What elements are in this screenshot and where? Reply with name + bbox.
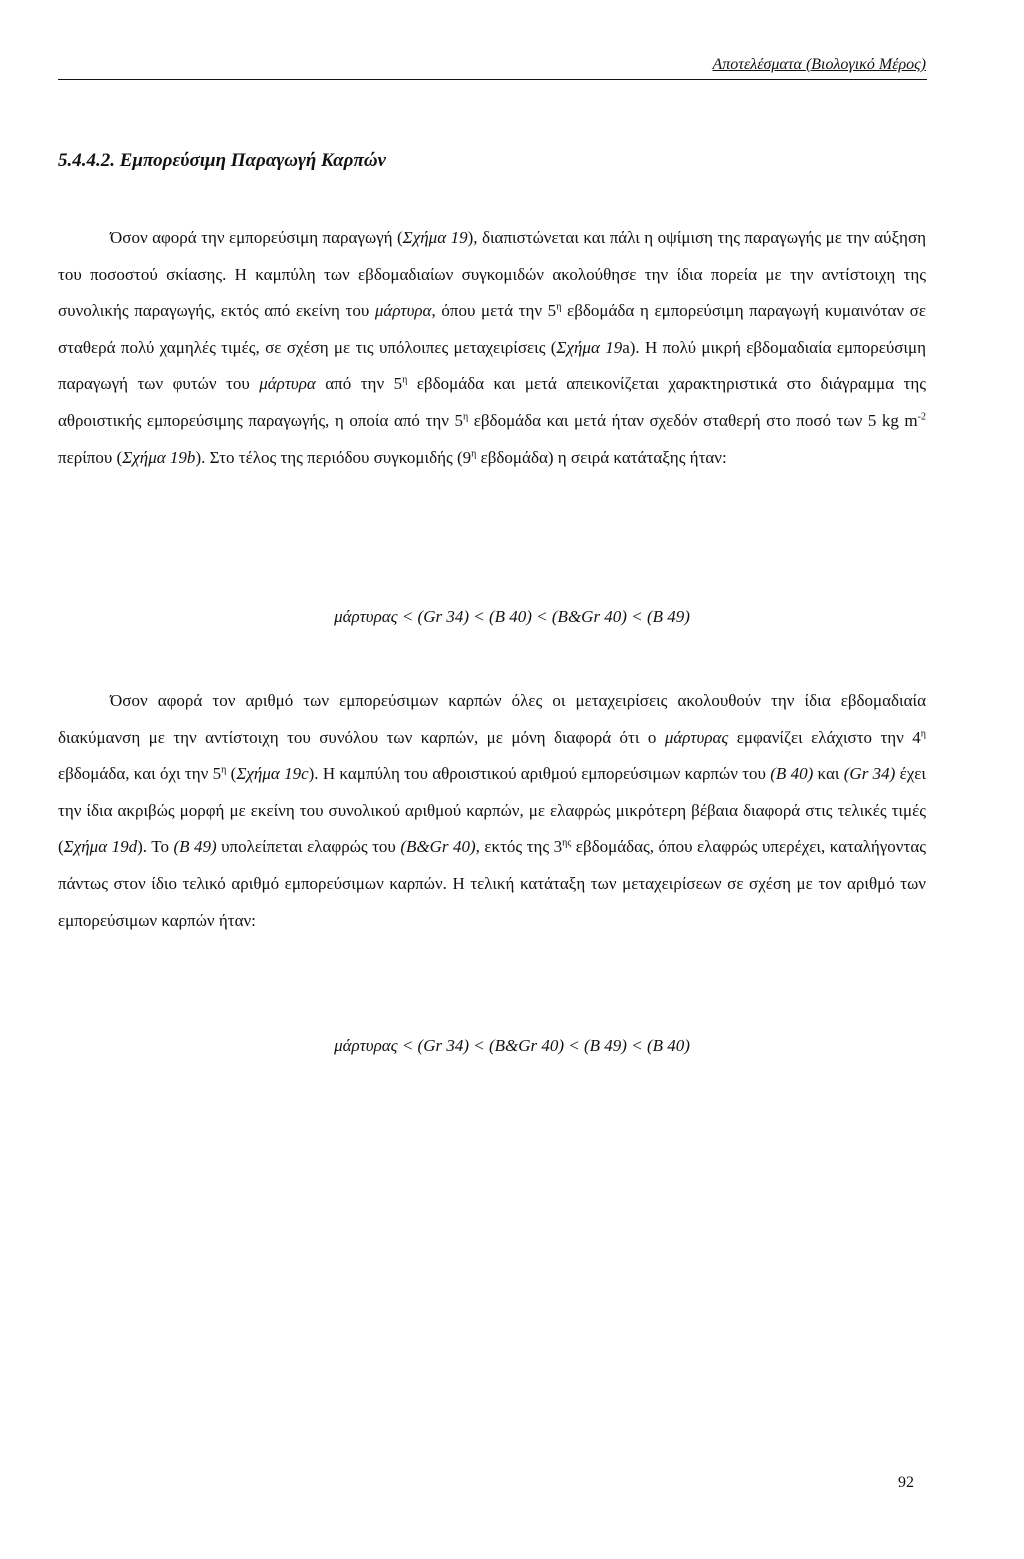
text-run: εβδομάδα η εμπορεύσιμη παραγωγή κυμαινόταν σε σταθερά πολύ χαμηλές τιμές, σε σχέση με τις υπόλοιπες μεταχειρίσεις ( xyxy=(58,301,926,357)
header-rule xyxy=(58,79,927,80)
ordinal-superscript: η xyxy=(221,764,227,776)
figure-reference: Σχήμα 19b xyxy=(122,447,196,467)
paragraph-commercial-yield xyxy=(58,220,926,476)
text-run: εβδομάδα και μετά ήταν σχεδόν σταθερή στο ποσό των 5 kg m xyxy=(468,410,918,430)
control-term: μάρτυρα xyxy=(374,301,432,321)
text-run: Όσον αφορά την εμπορεύσιμη παραγωγή ( xyxy=(110,228,403,247)
ordinal-superscript: η xyxy=(471,447,477,459)
text-run: έχει την ίδια ακριβώς μορφή με εκείνη του συνολικού αριθμού καρπών, με ελαφρώς μικρότερη βέβαια διαφορά στις τελικές τιμές ( xyxy=(58,764,926,857)
treatment-term: (B&Gr 40) xyxy=(400,837,476,857)
ordinal-superscript: η xyxy=(462,411,469,423)
text-run: , όπου μετά την 5 xyxy=(431,301,557,321)
ranking-commercial-fruit-number: μάρτυρας < (Gr 34) < (B&Gr 40) < (B 49) < (B 40) xyxy=(334,1036,690,1055)
treatment-term: (B 40) xyxy=(770,764,814,784)
ordinal-superscript: ης xyxy=(562,837,572,849)
ordinal-superscript: η xyxy=(556,301,562,313)
text-run: a). Η πολύ μικρή εβδομαδιαία εμπορεύσιμη παραγωγή των φυτών του xyxy=(58,337,926,394)
text-run: ). Το xyxy=(137,837,174,857)
treatment-term: (Gr 34) xyxy=(843,764,896,784)
text-run: εβδομάδα και μετά απεικονίζεται χαρακτηριστικά στο διάγραμμα της αθροιστικής εμπορεύσιμης παραγωγής, η οποία από την 5 xyxy=(58,374,926,430)
text-run: από την 5 xyxy=(315,374,403,394)
running-header: Αποτελέσματα (Βιολογικό Μέρος) xyxy=(712,56,926,73)
treatment-term: (B 49) xyxy=(173,837,217,857)
figure-reference: Σχήμα 19c xyxy=(236,764,309,784)
text-run: εμφανίζει ελάχιστο την 4 xyxy=(728,727,921,747)
text-run: ), διαπιστώνεται και πάλι η οψίμιση της παραγωγής με την αύξηση του ποσοστού σκίασης. Η καμπύλη των εβδομαδιαίων συγκομιδών ακολούθησε την ίδια πορεία με την αντίστοιχη της συνολικής παραγωγής, εκτός από εκείνη του xyxy=(58,228,926,321)
ranking-commercial-yield: μάρτυρας < (Gr 34) < (B 40) < (B&Gr 40) < (B 49) xyxy=(334,607,690,626)
text-run: υπολείπεται ελαφρώς του xyxy=(216,837,401,857)
text-run: ). Η καμπύλη του αθροιστικού αριθμού εμπορεύσιμων καρπών του xyxy=(308,764,771,784)
text-run: Όσον αφορά τον αριθμό των εμπορεύσιμων καρπών όλες οι μεταχειρίσεις ακολουθούν την ίδια εβδομαδιαία διακύμανση με την αντίστοιχη του συνόλου των καρπών, με μόνη διαφορά ότι ο xyxy=(58,691,926,747)
text-run: ). Στο τέλος της περιόδου συγκομιδής (9 xyxy=(195,447,472,467)
page-number: 92 xyxy=(898,1474,914,1491)
section-heading: 5.4.4.2. Εμπορεύσιμη Παραγωγή Καρπών xyxy=(58,150,386,171)
ordinal-superscript: η xyxy=(920,727,927,739)
figure-reference: Σχήμα 19d xyxy=(63,837,138,857)
text-run: εβδομάδα) η σειρά κατάταξης ήταν: xyxy=(476,447,727,467)
ordinal-superscript: η xyxy=(402,374,408,386)
text-run: περίπου ( xyxy=(58,447,123,467)
figure-reference: Σχήμα 19 xyxy=(402,228,468,247)
text-run: ( xyxy=(226,764,237,784)
control-term: μάρτυρα xyxy=(259,374,316,394)
text-run: εβδομάδα, και όχι την 5 xyxy=(58,764,222,784)
text-run: και xyxy=(813,764,844,784)
text-run: εβδομάδας, όπου ελαφρώς υπερέχει, καταλήγοντας πάντως στον ίδιο τελικό αριθμό εμπορεύσιμων καρπών. Η τελική κατάταξη των μεταχειρίσεων σε σχέση με τον αριθμό των εμπορεύσιμων καρπών ήταν: xyxy=(58,837,926,930)
unit-exponent: -2 xyxy=(917,411,927,423)
figure-reference: Σχήμα 19 xyxy=(556,337,623,357)
text-run: , εκτός της 3 xyxy=(475,837,563,857)
paragraph-commercial-fruit-number xyxy=(58,683,926,939)
control-term: μάρτυρας xyxy=(664,727,729,747)
